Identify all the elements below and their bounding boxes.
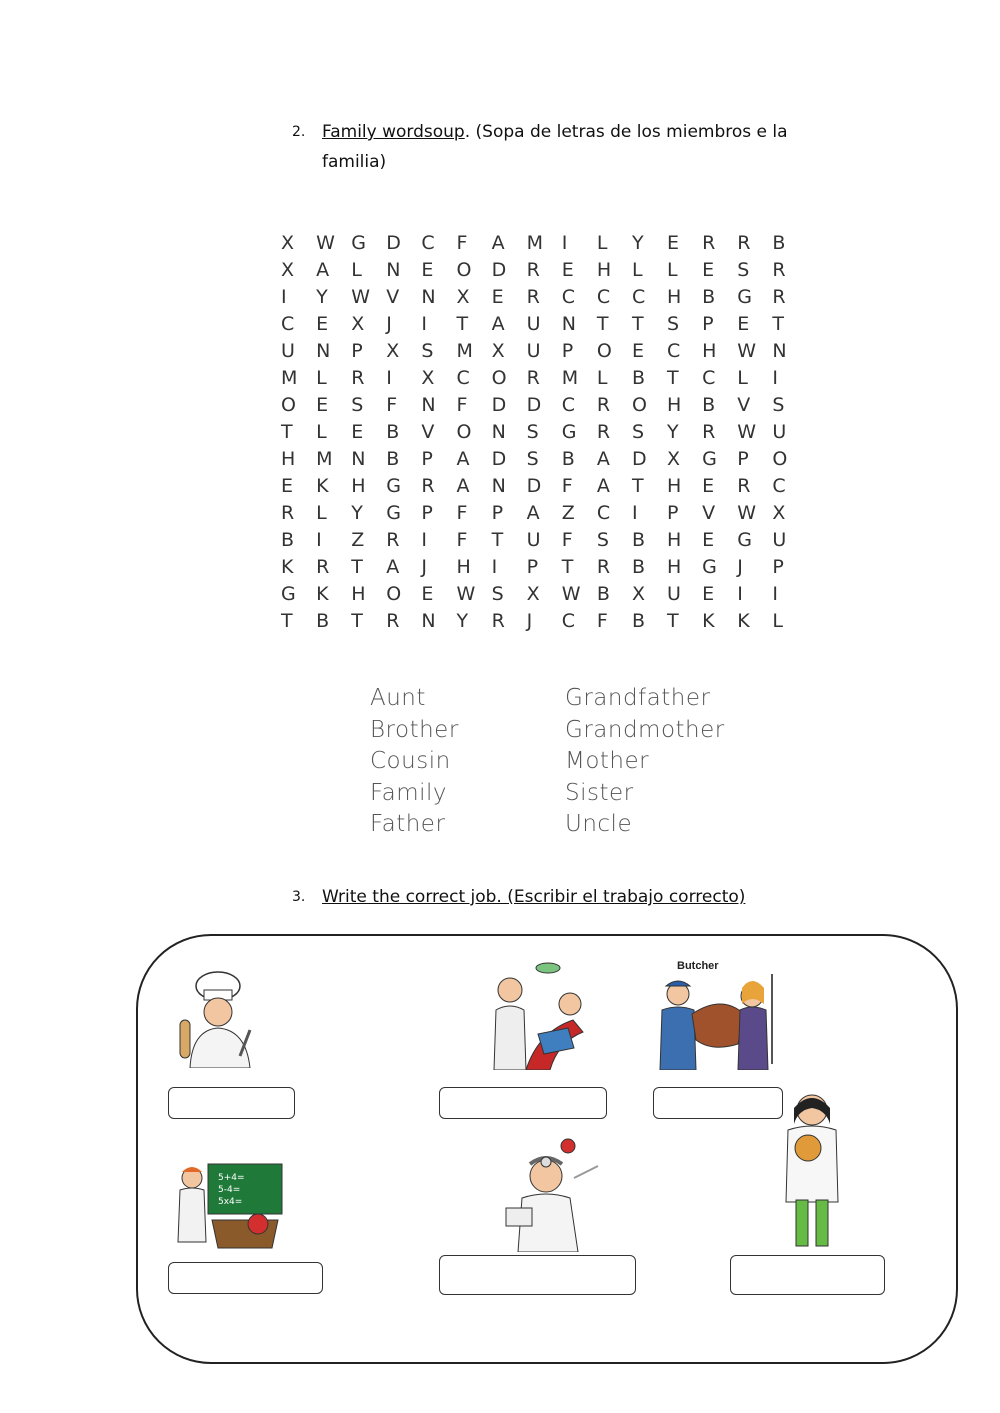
grid-letter: S [596, 529, 609, 551]
grid-letter: F [456, 502, 468, 524]
grid-letter: A [456, 448, 470, 470]
vet-picture [772, 1090, 852, 1252]
word-item: Grandmother [565, 716, 725, 743]
grid-letter: E [351, 421, 364, 443]
answer-box-dentist[interactable] [439, 1087, 607, 1119]
butcher-picture [652, 974, 782, 1070]
grid-letter: B [631, 529, 645, 551]
grid-letter: F [386, 394, 398, 416]
grid-letter: E [702, 583, 715, 605]
grid-letter: T [351, 556, 363, 578]
grid-letter: T [281, 610, 293, 632]
grid-letter: L [667, 259, 678, 281]
grid-letter: D [491, 259, 507, 281]
grid-letter: V [702, 502, 716, 524]
grid-letter: D [631, 448, 647, 470]
word-list-right [565, 683, 725, 841]
grid-letter: X [281, 259, 295, 281]
grid-letter: E [667, 232, 680, 254]
grid-letter: X [491, 340, 505, 362]
grid-letter: I [421, 313, 427, 335]
grid-letter: K [702, 610, 715, 632]
grid-letter: N [491, 421, 506, 443]
grid-letter: B [702, 286, 716, 308]
grid-letter: K [737, 610, 750, 632]
grid-letter: E [561, 259, 574, 281]
grid-letter: F [596, 610, 608, 632]
grid-letter: C [561, 610, 576, 632]
grid-letter: N [491, 475, 506, 497]
grid-letter: C [456, 367, 470, 389]
grid-letter: D [526, 475, 542, 497]
grid-letter: R [491, 610, 505, 632]
grid-letter: L [316, 421, 327, 443]
grid-letter: W [561, 583, 581, 605]
grid-letter: A [596, 448, 610, 470]
grid-letter: A [456, 475, 470, 497]
grid-letter: T [631, 475, 644, 497]
word-item: Uncle [565, 811, 633, 837]
grid-letter: W [737, 421, 757, 443]
grid-letter: R [316, 556, 330, 578]
grid-letter: V [737, 394, 751, 416]
grid-letter: C [631, 286, 646, 308]
section-title: Family wordsoup [322, 122, 465, 142]
grid-letter: P [421, 502, 433, 524]
grid-letter: D [386, 232, 401, 254]
grid-letter: X [386, 340, 400, 362]
grid-letter: B [386, 448, 400, 470]
grid-letter: O [491, 367, 507, 389]
word-item: Cousin [370, 748, 451, 774]
word-list-left [370, 683, 459, 841]
grid-letter: L [772, 610, 783, 632]
grid-letter: G [386, 502, 402, 524]
grid-letter: L [596, 232, 608, 254]
grid-letter: Y [456, 610, 469, 632]
grid-letter: I [561, 232, 568, 254]
grid-letter: L [737, 367, 748, 389]
grid-letter: D [491, 448, 507, 470]
grid-letter: H [351, 583, 366, 605]
grid-letter: F [561, 529, 573, 551]
grid-letter: J [421, 556, 427, 578]
grid-letter: N [316, 340, 331, 362]
teacher-picture [172, 1158, 284, 1250]
grid-letter: E [702, 529, 715, 551]
chef-picture [170, 968, 265, 1068]
grid-letter: H [667, 394, 682, 416]
grid-letter: J [386, 313, 392, 335]
grid-letter: T [667, 367, 679, 389]
svg-text:5x4=: 5x4= [218, 1197, 243, 1207]
grid-letter: R [526, 259, 540, 281]
grid-letter: S [631, 421, 644, 443]
grid-letter: O [456, 259, 472, 281]
grid-letter: O [281, 394, 296, 416]
grid-letter: U [526, 340, 541, 362]
grid-letter: X [667, 448, 681, 470]
grid-letter: V [386, 286, 400, 308]
grid-letter: C [772, 475, 786, 497]
grid-letter: A [596, 475, 610, 497]
grid-letter: O [386, 583, 402, 605]
grid-letter: O [772, 448, 788, 470]
grid-letter: J [737, 556, 743, 578]
grid-letter: R [596, 421, 611, 443]
word-item: Mother [565, 748, 650, 774]
grid-letter: A [386, 556, 400, 578]
section-number: 3. [292, 889, 306, 905]
grid-letter: F [456, 232, 468, 254]
grid-letter: C [596, 502, 611, 524]
grid-letter: H [667, 475, 682, 497]
grid-letter: L [316, 502, 327, 524]
grid-letter: L [316, 367, 327, 389]
grid-letter: S [667, 313, 680, 335]
grid-letter: P [561, 340, 574, 362]
grid-letter: X [351, 313, 365, 335]
word-item: Family [370, 779, 448, 806]
svg-text:5+4=: 5+4= [218, 1173, 245, 1183]
grid-letter: W [316, 232, 335, 254]
grid-letter: H [667, 556, 682, 578]
grid-letter: E [702, 259, 715, 281]
grid-letter: O [596, 340, 612, 362]
grid-letter: L [596, 367, 608, 389]
answer-box-vet[interactable] [730, 1255, 885, 1295]
grid-letter: U [281, 340, 295, 362]
grid-letter: B [596, 583, 610, 605]
grid-letter: E [281, 475, 294, 497]
dentist-picture [478, 962, 590, 1070]
grid-letter: A [526, 502, 540, 524]
grid-letter: Y [631, 232, 644, 254]
grid-letter: S [737, 259, 750, 281]
grid-letter: X [281, 232, 295, 254]
grid-letter: E [631, 340, 644, 362]
answer-box-butcher[interactable] [653, 1087, 783, 1119]
grid-letter: G [737, 286, 752, 308]
grid-letter: P [737, 448, 749, 470]
grid-letter: X [631, 583, 645, 605]
grid-letter: N [421, 286, 436, 308]
section-subtitle: . (Sopa de letras de los miembros e la familia) [322, 122, 788, 172]
grid-letter: U [526, 529, 541, 551]
grid-letter: E [737, 313, 750, 335]
grid-letter: P [772, 556, 784, 578]
grid-letter: E [421, 259, 434, 281]
grid-letter: B [631, 367, 645, 389]
grid-letter: R [702, 421, 716, 443]
grid-letter: Z [351, 529, 365, 551]
grid-letter: R [386, 529, 400, 551]
grid-letter: U [772, 529, 787, 551]
grid-letter: T [281, 421, 293, 443]
grid-letter: X [772, 502, 786, 524]
grid-letter: I [386, 367, 392, 389]
grid-letter: I [491, 556, 498, 578]
grid-letter: T [596, 313, 609, 335]
doctor-picture [498, 1138, 608, 1252]
grid-letter: R [772, 259, 786, 281]
grid-letter: N [386, 259, 401, 281]
grid-letter: U [667, 583, 681, 605]
grid-letter: K [281, 556, 294, 578]
grid-letter: P [421, 448, 433, 470]
grid-letter: R [772, 286, 786, 308]
grid-letter: D [491, 394, 507, 416]
grid-letter: T [561, 556, 574, 578]
grid-letter: S [772, 394, 785, 416]
grid-letter: Y [667, 421, 679, 443]
grid-letter: U [526, 313, 541, 335]
grid-letter: H [667, 286, 682, 308]
grid-letter: N [421, 610, 436, 632]
word-item: Sister [565, 779, 634, 806]
grid-letter: R [386, 610, 400, 632]
grid-letter: Y [351, 502, 363, 524]
grid-letter: N [772, 340, 787, 362]
grid-letter: E [316, 313, 329, 335]
grid-letter: G [561, 421, 577, 443]
grid-letter: B [561, 448, 575, 470]
grid-letter: C [281, 313, 295, 335]
grid-letter: T [351, 610, 363, 632]
grid-letter: N [351, 448, 366, 470]
grid-letter: C [561, 394, 576, 416]
grid-letter: E [421, 583, 434, 605]
grid-letter: R [596, 394, 611, 416]
grid-letter: M [316, 448, 333, 470]
grid-letter: C [702, 367, 716, 389]
grid-letter: I [772, 583, 778, 605]
grid-letter: R [526, 286, 540, 308]
grid-letter: O [456, 421, 472, 443]
grid-letter: S [526, 421, 539, 443]
grid-letter: R [421, 475, 435, 497]
grid-letter: S [421, 340, 434, 362]
grid-letter: H [351, 475, 366, 497]
grid-letter: F [456, 394, 468, 416]
grid-letter: B [386, 421, 400, 443]
grid-letter: P [491, 502, 504, 524]
grid-letter: C [421, 232, 435, 254]
grid-letter: Y [316, 286, 328, 308]
grid-letter: A [491, 232, 505, 254]
grid-letter: A [491, 313, 505, 335]
grid-letter: C [561, 286, 576, 308]
grid-letter: X [456, 286, 470, 308]
grid-letter: T [667, 610, 679, 632]
grid-letter: C [596, 286, 611, 308]
grid-letter: E [316, 394, 329, 416]
grid-letter: R [351, 367, 365, 389]
grid-letter: M [456, 340, 473, 362]
grid-letter: P [351, 340, 363, 362]
grid-letter: T [456, 313, 469, 335]
grid-letter: H [281, 448, 296, 470]
grid-letter: B [702, 394, 716, 416]
grid-letter: F [561, 475, 573, 497]
grid-letter: A [316, 259, 330, 281]
grid-letter: R [702, 232, 716, 254]
grid-letter: V [421, 421, 435, 443]
grid-letter: T [631, 313, 644, 335]
grid-letter: X [421, 367, 435, 389]
grid-letter: I [316, 529, 322, 551]
grid-letter: R [281, 502, 295, 524]
grid-letter: I [421, 529, 427, 551]
grid-letter: U [772, 421, 787, 443]
grid-letter: B [281, 529, 295, 551]
section-title: Write the correct job. (Escribir el trabajo correcto) [322, 887, 746, 907]
grid-letter: K [316, 475, 329, 497]
grid-letter: I [631, 502, 638, 524]
svg-text:5-4=: 5-4= [218, 1185, 241, 1195]
grid-letter: G [702, 448, 717, 470]
grid-letter: L [631, 259, 643, 281]
grid-letter: R [596, 556, 611, 578]
grid-letter: F [456, 529, 468, 551]
grid-letter: S [526, 448, 539, 470]
grid-letter: R [526, 367, 540, 389]
butcher-caption: Butcher [677, 960, 719, 972]
grid-letter: G [351, 232, 366, 254]
grid-letter: G [386, 475, 402, 497]
grid-letter: B [772, 232, 786, 254]
wordsearch-grid [279, 230, 805, 635]
grid-letter: H [667, 529, 682, 551]
grid-letter: P [702, 313, 714, 335]
grid-letter: R [737, 475, 751, 497]
grid-letter: K [316, 583, 329, 605]
grid-letter: E [702, 475, 715, 497]
grid-letter: M [281, 367, 298, 389]
grid-letter: H [456, 556, 471, 578]
grid-letter: Z [561, 502, 575, 524]
grid-letter: B [316, 610, 330, 632]
grid-letter: N [561, 313, 576, 335]
grid-letter: W [351, 286, 370, 308]
answer-box-teacher[interactable] [168, 1262, 323, 1294]
grid-letter: G [702, 556, 717, 578]
grid-letter: X [526, 583, 540, 605]
grid-letter: W [737, 340, 757, 362]
grid-letter: T [772, 313, 784, 335]
grid-letter: B [631, 556, 645, 578]
grid-letter: M [526, 232, 544, 254]
grid-letter: P [526, 556, 539, 578]
grid-letter: T [491, 529, 504, 551]
grid-letter: L [351, 259, 362, 281]
grid-letter: G [737, 529, 752, 551]
grid-letter: M [561, 367, 579, 389]
grid-letter: I [737, 583, 743, 605]
word-item: Brother [370, 716, 459, 743]
grid-letter: H [596, 259, 612, 281]
grid-letter: I [281, 286, 287, 308]
section-number: 2. [292, 124, 306, 140]
grid-letter: H [702, 340, 717, 362]
grid-letter: G [281, 583, 296, 605]
grid-letter: S [491, 583, 504, 605]
word-item: Aunt [370, 685, 426, 711]
grid-letter: W [456, 583, 476, 605]
grid-letter: D [526, 394, 542, 416]
grid-letter: J [526, 610, 533, 632]
grid-letter: B [631, 610, 645, 632]
grid-letter: W [737, 502, 757, 524]
grid-letter: C [667, 340, 681, 362]
grid-letter: E [491, 286, 504, 308]
grid-letter: P [667, 502, 679, 524]
grid-letter: I [772, 367, 778, 389]
word-item: Grandfather [565, 685, 711, 711]
word-item: Father [370, 811, 446, 837]
grid-letter: N [421, 394, 436, 416]
grid-letter: R [737, 232, 751, 254]
answer-box-doctor[interactable] [439, 1255, 636, 1295]
answer-box-chef[interactable] [168, 1087, 295, 1119]
grid-letter: O [631, 394, 647, 416]
grid-letter: S [351, 394, 364, 416]
